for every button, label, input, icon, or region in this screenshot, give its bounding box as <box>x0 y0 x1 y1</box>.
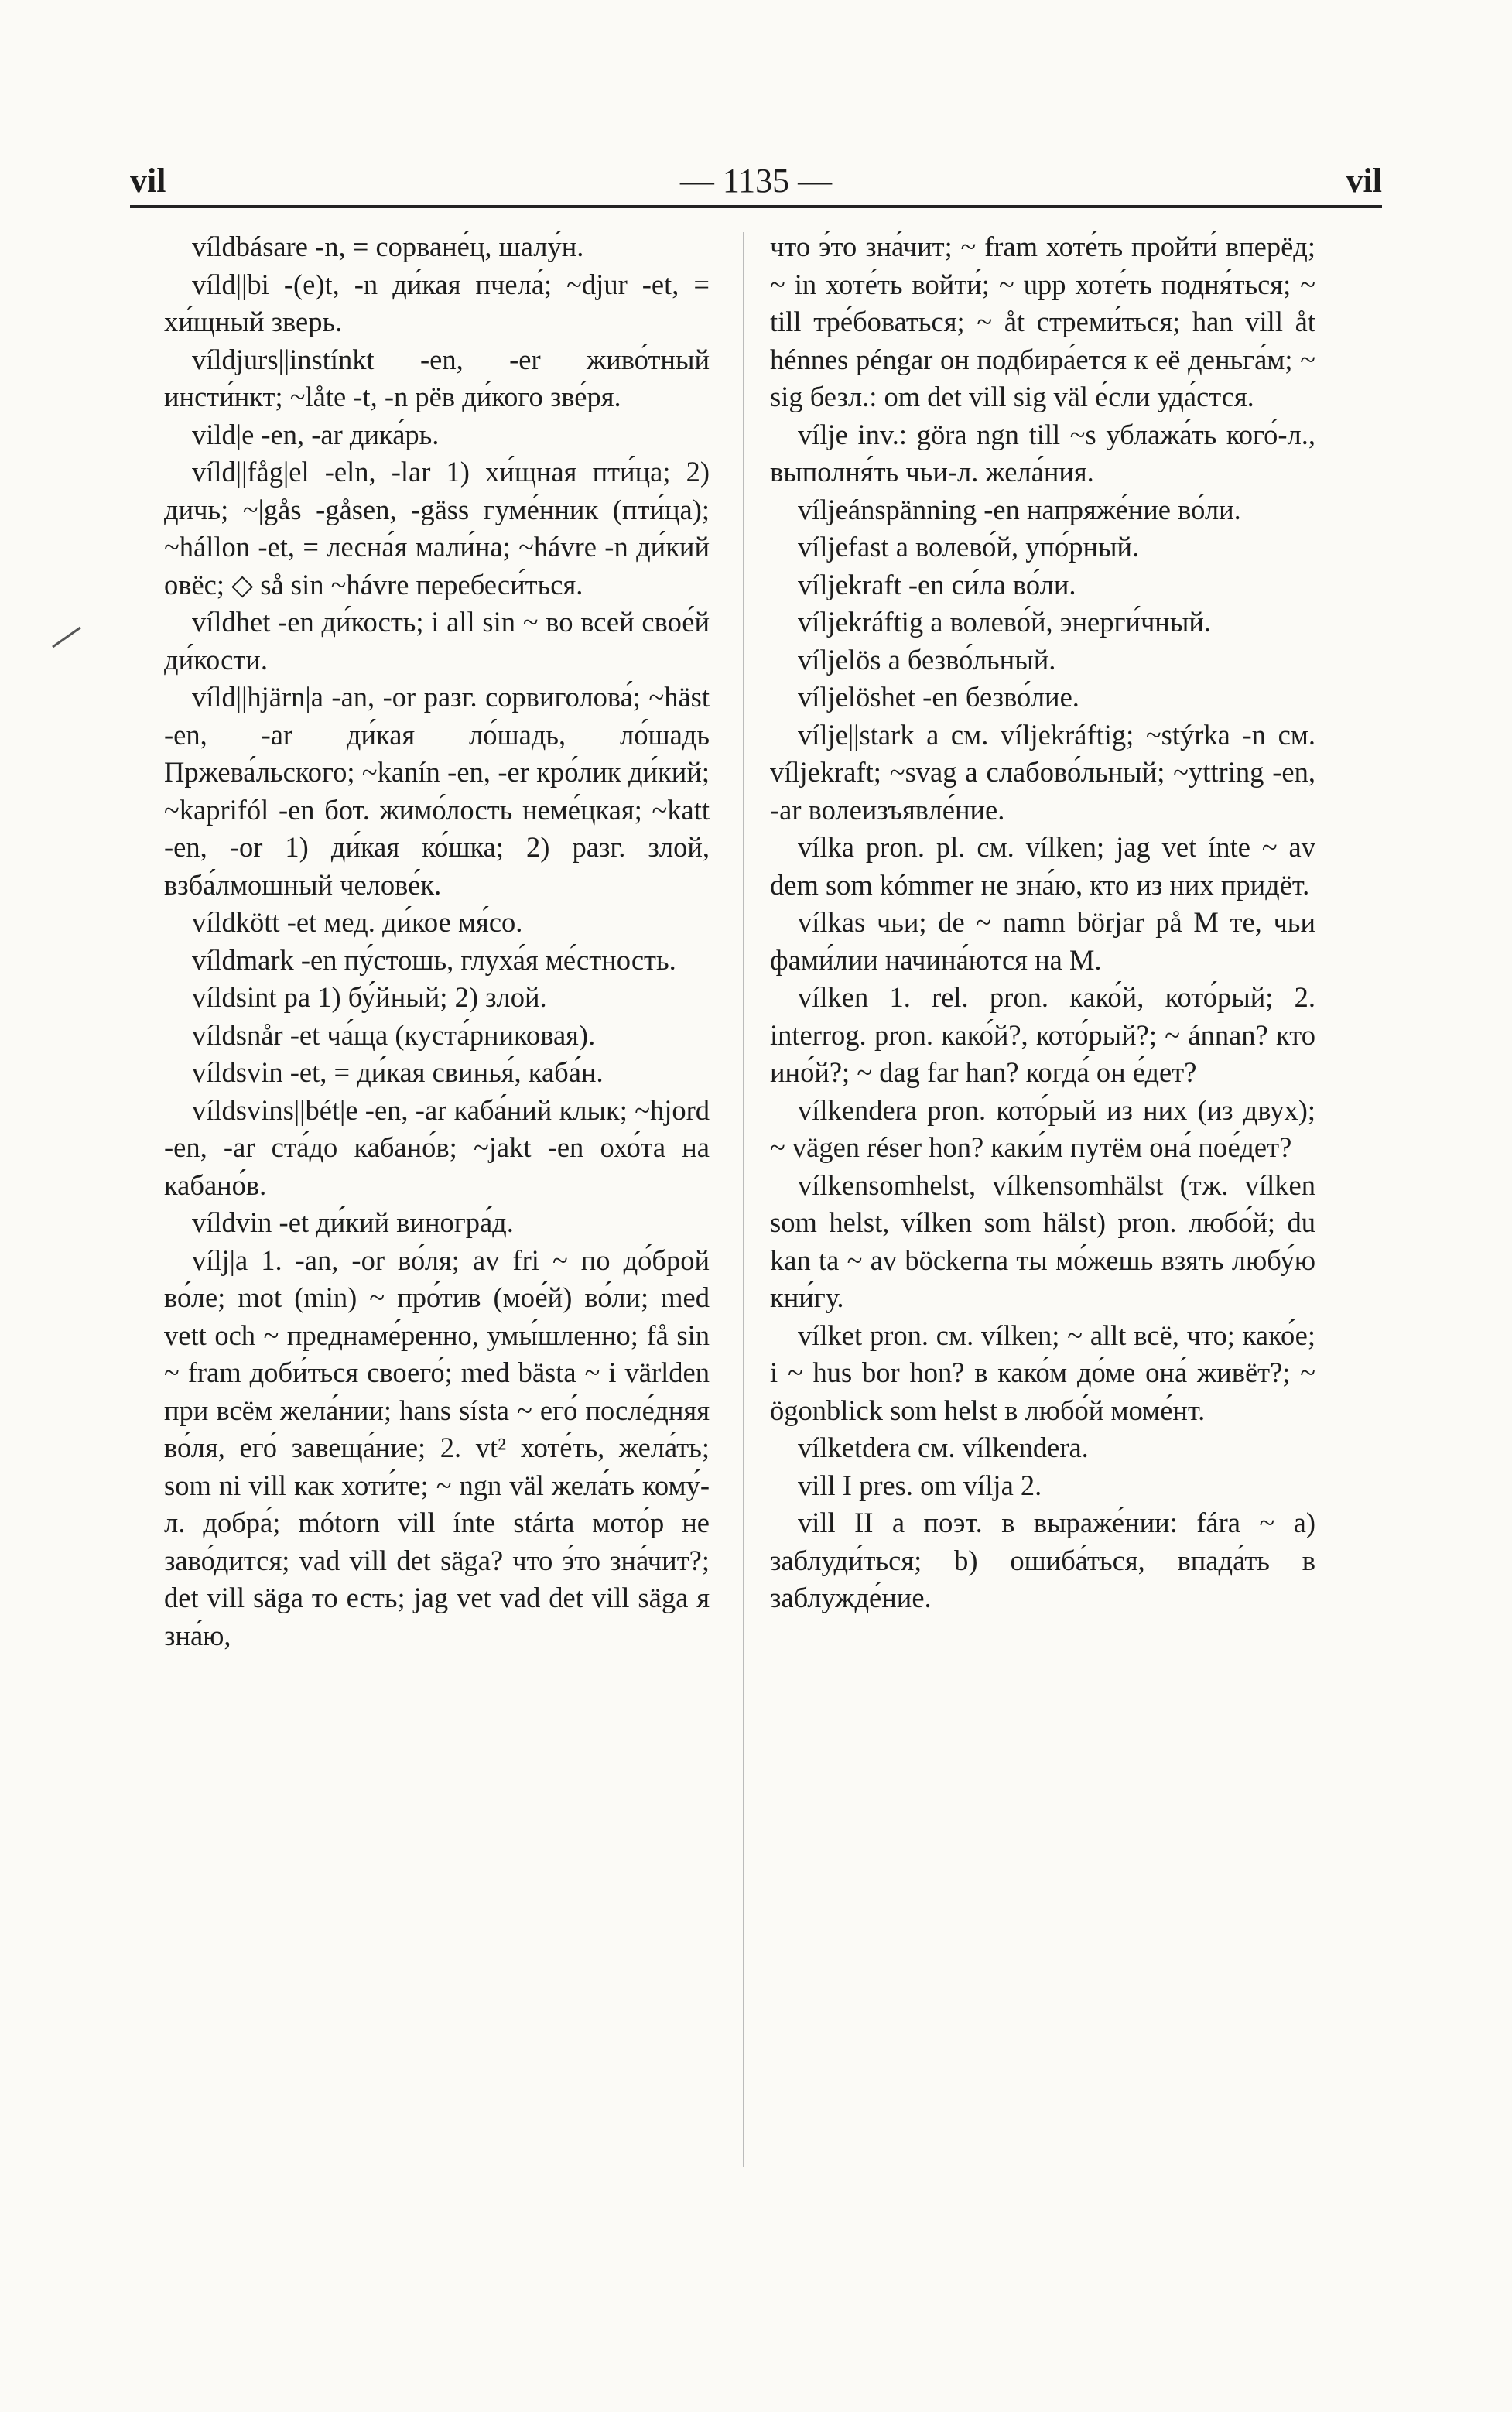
left-guide-word: vil <box>130 162 166 200</box>
dictionary-entry: víljekráftig a волево́й, энерги́чный. <box>798 606 1212 638</box>
dictionary-entry: vill I pres. om vílja 2. <box>798 1469 1042 1501</box>
dictionary-entry: víldkött -et мед. ди́кое мя́со. <box>192 906 523 938</box>
dictionary-entry: víldmark -en пу́стошь, глуха́я ме́стность. <box>192 943 676 976</box>
dictionary-entry: víljeánspänning -en напряже́ние во́ли. <box>798 493 1241 525</box>
dictionary-entry: víldhet -en ди́кость; i all sin ~ во всей свое́й ди́кости. <box>164 606 710 676</box>
dictionary-entry: víldsvin -et, = ди́кая свинья́, каба́н. <box>192 1056 604 1088</box>
dictionary-entry: víljekraft -en си́ла во́ли. <box>798 568 1076 600</box>
right-column <box>770 228 1315 1617</box>
dictionary-entry: vílkensomhelst, vílkensomhälst (тж. vílken som helst, vílken som hälst) pron. любо́й; du kan ta ~ av böckerna ты мо́жешь взять любу́ю кни́гу. <box>770 1168 1315 1313</box>
dictionary-entry: vild|e -en, -ar дика́рь. <box>192 418 440 450</box>
dictionary-entry: víld||bi -(e)t, -n ди́кая пчела́; ~djur -et, = хи́щный зверь. <box>164 268 710 337</box>
column-divider <box>743 232 744 2167</box>
dictionary-entry: víld||hjärn|a -an, -or разг. сорвиголова́; ~häst -en, -ar ди́кая ло́шадь, ло́шадь Пржева́льского; ~kanín -en, -er кро́лик ди́кий; ~kaprifól -en бот. жимо́лость неме́цкая; ~katt -en, -or 1) ди́кая ко́шка; 2) разг. злой, взба́лмошный челове́к. <box>164 681 710 901</box>
dictionary-entry: vílket pron. см. vílken; ~ allt всё, что; како́е; i ~ hus bor hon? в како́м до́ме она́ живёт?; ~ ögonblick som helst в любо́й моме́нт. <box>770 1319 1315 1426</box>
right-guide-word: vil <box>1346 162 1382 200</box>
dictionary-entry: víldjurs||instínkt -en, -er живо́тный инсти́нкт; ~låte -t, -n рёв ди́кого зве́ря. <box>164 343 710 412</box>
dictionary-entry: vílkendera pron. кото́рый из них (из двух); ~ vägen réser hon? каки́м путём она́ пое́дет? <box>770 1093 1315 1163</box>
left-column <box>164 228 710 1654</box>
dictionary-entry: vílje||stark a см. víljekráftig; ~stýrka -n см. víljekraft; ~svag a слабово́льный; ~yttring -en, -ar волеизъявле́ние. <box>770 718 1315 826</box>
dictionary-entry: vílj|a 1. -an, -or во́ля; av fri ~ по до́брой во́ле; mot (min) ~ про́тив (мое́й) во́ли; med vett och ~ преднаме́ренно, умы́шленно; få sin ~ fram доби́ться своего́; med bästa ~ i världen при всём жела́нии; hans sísta ~ его́ после́дняя во́ля, его́ завеща́ние; 2. vt² хоте́ть, жела́ть; som ni vill как хоти́те; ~ ngn väl жела́ть кому́-л. добра́; mótorn vill ínte stárta мото́р не заво́дится; vad vill det säga? что э́то зна́чит?; det vill säga то есть; jag vet vad det vill säga я зна́ю, <box>164 1244 710 1651</box>
dictionary-entry: víldsint pa 1) бу́йный; 2) злой. <box>192 981 547 1013</box>
page-header <box>130 159 1382 208</box>
pencil-mark <box>52 627 81 648</box>
dictionary-entry: víldsvins||bét|e -en, -ar каба́ний клык; ~hjord -en, -ar ста́до кабано́в; ~jakt -en охо́та на кабано́в. <box>164 1093 710 1201</box>
dictionary-entry-continuation: что э́то зна́чит; ~ fram хоте́ть пройти́ вперёд; ~ in хоте́ть войти́; ~ upp хоте́ть подня́ться; ~ till тре́боваться; ~ åt стреми́ться; han vill åt hénnes péngar он подбира́ется к её деньга́м; ~ sig безл.: om det vill sig väl е́сли уда́стся. <box>770 231 1315 412</box>
dictionary-entry: vílka pron. pl. см. vílken; jag vet ínte ~ av dem som kómmer не зна́ю, кто из них придёт. <box>770 831 1315 901</box>
page-number: — 1135 — <box>679 162 833 200</box>
dictionary-entry: víldbásare -n, = сорване́ц, шалу́н. <box>192 231 584 262</box>
dictionary-entry: víljefast a волево́й, упо́рный. <box>798 531 1140 563</box>
dictionary-entry: vílken 1. rel. pron. како́й, кото́рый; 2. interrog. pron. како́й?, кото́рый?; ~ ánnan? кто ино́й?; ~ dag far han? когда́ он е́дет? <box>770 981 1315 1088</box>
dictionary-entry: víljelös a безво́льный. <box>798 643 1056 676</box>
dictionary-entry: vill II a поэт. в выраже́нии: fára ~ a) заблуди́ться; b) ошиба́ться, впада́ть в заблужде́ние. <box>770 1507 1315 1613</box>
dictionary-entry: víldvin -et ди́кий виногра́д. <box>192 1206 514 1238</box>
dictionary-entry: víldsnår -et ча́ща (куста́рниковая). <box>192 1018 596 1051</box>
dictionary-entry: vílkas чьи; de ~ namn börjar på M те, чьи фами́лии начина́ются на М. <box>770 906 1315 976</box>
dictionary-entry: víld||fåg|el -eln, -lar 1) хи́щная пти́ца; 2) дичь; ~|gås -gåsen, -gäss гуме́нник (пти́ца); ~hállon -et, = лесна́я мали́на; ~hávre -n ди́кий овёс; ◇ så sin ~hávre перебеси́ться. <box>164 456 710 600</box>
dictionary-entry: vílje inv.: göra ngn till ~s ублажа́ть кого́-л., выполня́ть чьи-л. жела́ния. <box>770 418 1315 488</box>
dictionary-entry: vílketdera см. vílkendera. <box>798 1432 1089 1463</box>
dictionary-entry: víljelöshet -en безво́лие. <box>798 681 1079 713</box>
